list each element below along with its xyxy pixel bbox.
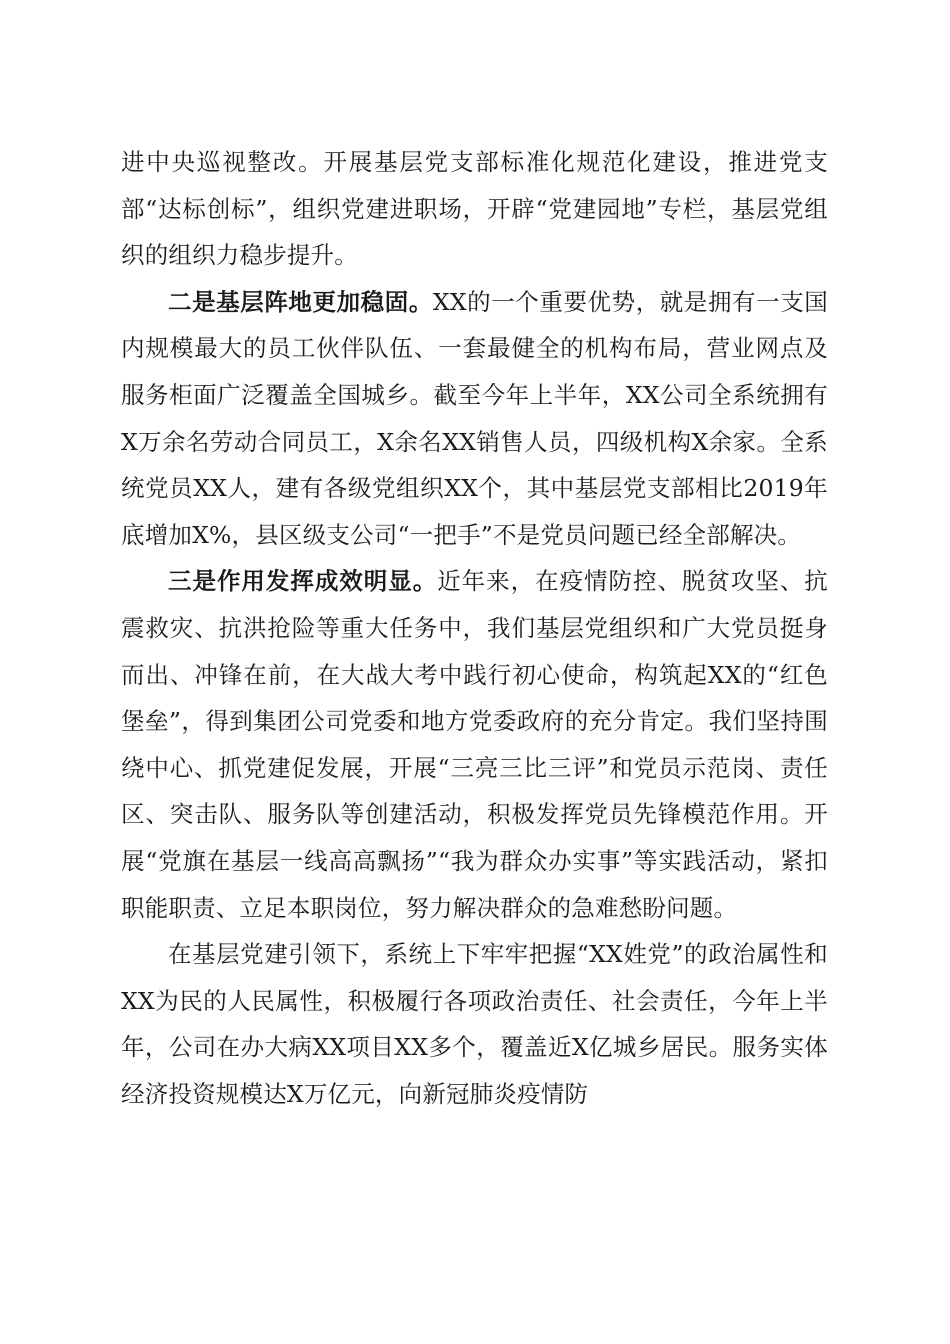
paragraph-role-effectiveness: [121, 558, 828, 931]
paragraph-lead-heading: 三是作用发挥成效明显。: [168, 567, 438, 596]
paragraph-text: 近年来，在疫情防控、脱贫攻坚、抗震救灾、抗洪抢险等重大任务中，我们基层党组织和广大党员挺身而出、冲锋在前，在大战大考中践行初心使命，构筑起XX的“红色堡垒”，得到集团公司党委和地方党委政府的充分肯定。我们坚持围绕中心、抓党建促发展，开展“三亮三比三评”和党员示范岗、责任区、突击队、服务队等创建活动，积极发挥党员先锋模范作用。开展“党旗在基层一线高高飘扬”“我为群众办实事”等实践活动，紧扣职能职责、立足本职岗位，努力解决群众的急难愁盼问题。: [121, 567, 828, 922]
document-body: [121, 139, 828, 1117]
paragraph-text: XX的一个重要优势，就是拥有一支国内规模最大的员工伙伴队伍、一套最健全的机构布局，营业网点及服务柜面广泛覆盖全国城乡。截至今年上半年，XX公司全系统拥有X万余名劳动合同员工，X余名XX销售人员，四级机构X余家。全系统党员XX人，建有各级党组织XX个，其中基层党支部相比2019年底增加X%，县区级支公司“一把手”不是党员问题已经全部解决。: [121, 287, 828, 549]
paragraph-lead-heading: 二是基层阵地更加稳固。: [168, 287, 433, 316]
paragraph-grassroots-positions: [121, 279, 828, 559]
paragraph-text: 在基层党建引领下，系统上下牢牢把握“XX姓党”的政治属性和XX为民的人民属性，积极履行各项政治责任、社会责任，今年上半年，公司在办大病XX项目XX多个，覆盖近X亿城乡居民。服务实体经济投资规模达X万亿元，向新冠肺炎疫情防: [121, 940, 828, 1108]
paragraph-party-guidance: [121, 931, 828, 1117]
paragraph-text: 进中央巡视整改。开展基层党支部标准化规范化建设，推进党支部“达标创标”，组织党建进职场，开辟“党建园地”专栏，基层党组织的组织力稳步提升。: [121, 148, 828, 270]
paragraph-continuation: [121, 139, 828, 279]
